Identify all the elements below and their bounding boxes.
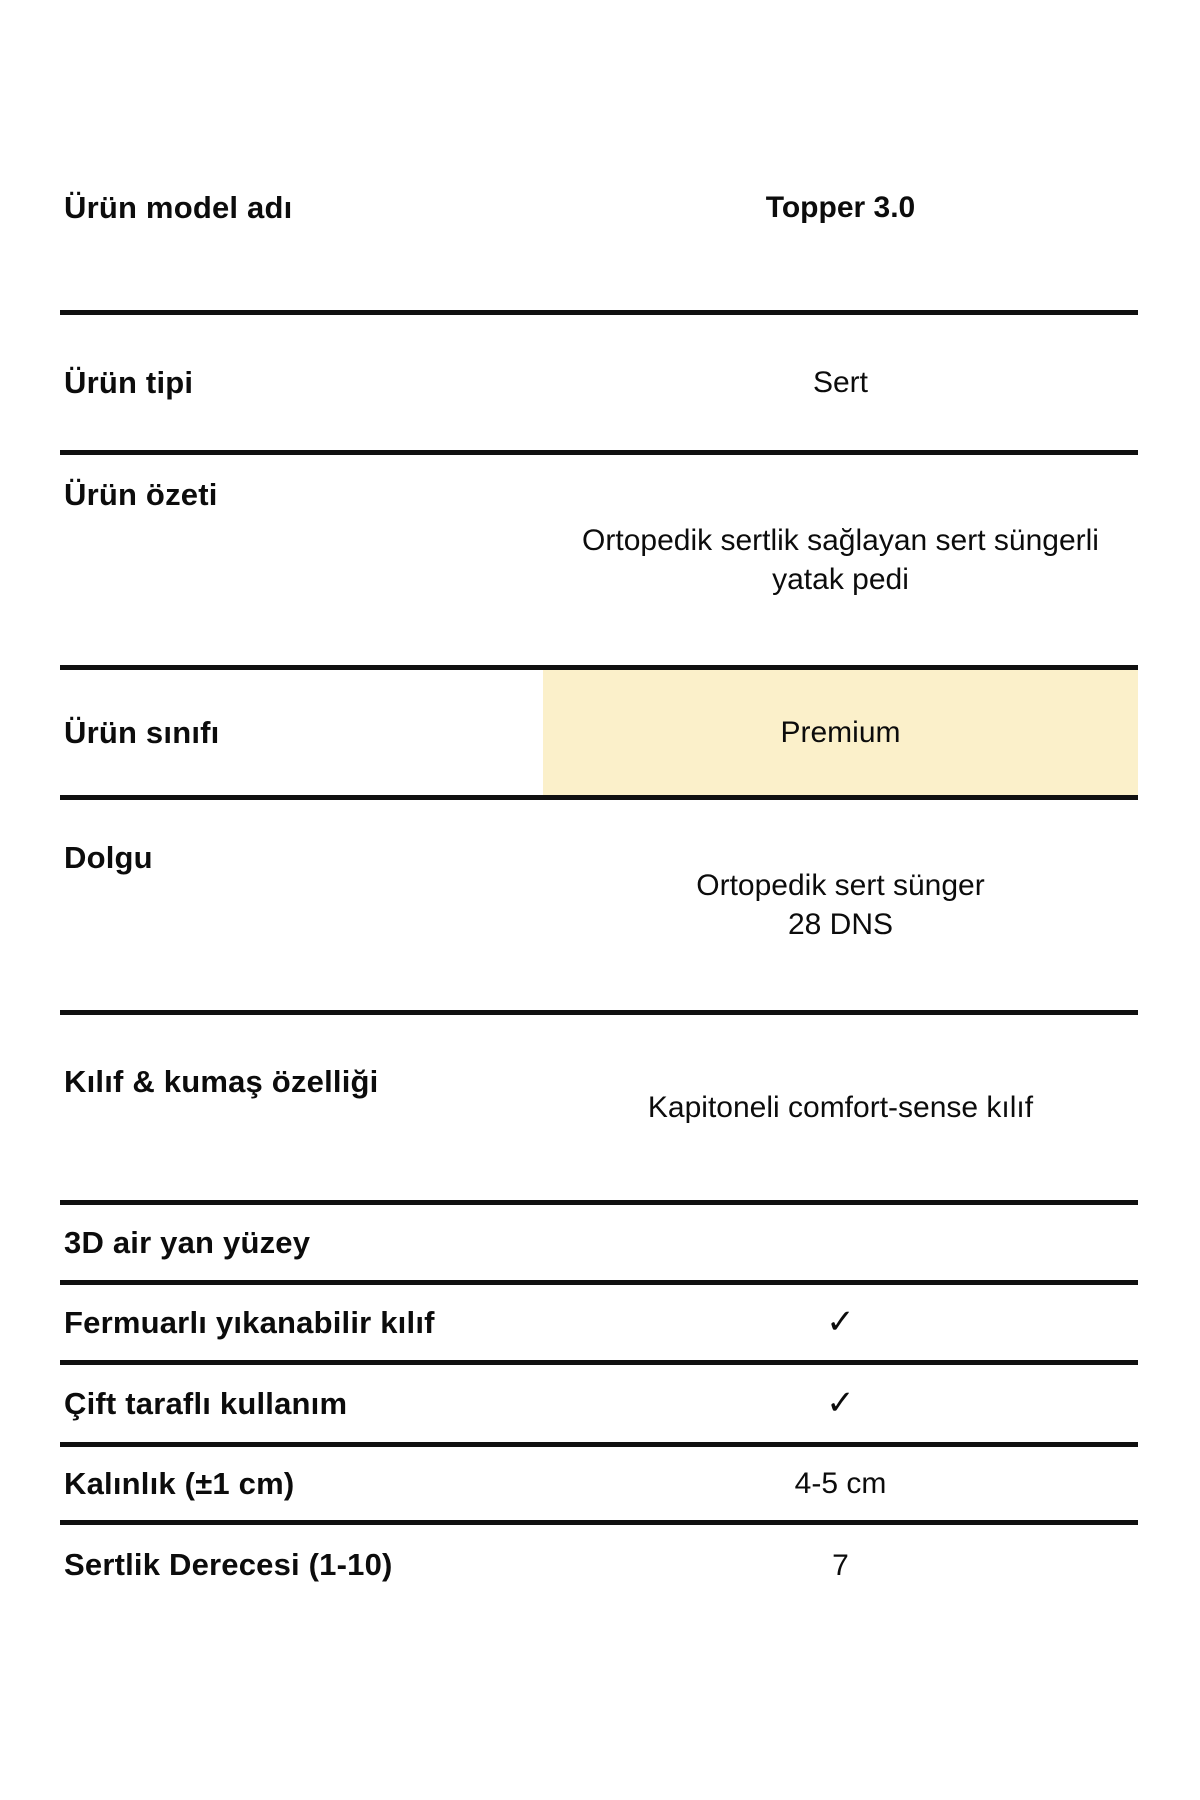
spec-label-zipped-washable-cover: Fermuarlı yıkanabilir kılıf	[64, 1304, 435, 1340]
spec-value-filling	[543, 800, 1138, 1010]
spec-label-3d-air-side: 3D air yan yüzey	[64, 1224, 311, 1260]
spec-row-product-class	[60, 670, 1138, 800]
spec-row-model-name	[60, 105, 1138, 315]
spec-label-model-name: Ürün model adı	[64, 189, 293, 225]
summary-line-2: yatak pedi	[772, 563, 909, 596]
spec-row-3d-air-side	[60, 1205, 1138, 1285]
spec-value-product-summary	[543, 455, 1138, 665]
spec-row-firmness-degree	[60, 1525, 1138, 1605]
summary-line-1: Ortopedik sertlik sağlayan sert süngerli	[582, 524, 1099, 557]
checkmark-icon: ✓	[826, 1384, 855, 1422]
spec-label-product-type: Ürün tipi	[64, 364, 194, 400]
spec-row-cover-fabric	[60, 1015, 1138, 1205]
spec-value-firmness-degree: 7	[832, 1548, 849, 1582]
spec-label-product-class: Ürün sınıfı	[64, 714, 220, 750]
spec-row-product-summary	[60, 455, 1138, 670]
spec-label-cover-fabric: Kılıf & kumaş özelliği	[64, 1064, 379, 1099]
spec-label-firmness-degree: Sertlik Derecesi (1-10)	[64, 1547, 393, 1582]
filling-line-1: Ortopedik sert sünger	[696, 869, 985, 902]
spec-label-product-summary: Ürün özeti	[64, 477, 218, 512]
spec-value-3d-air-side	[543, 1205, 1138, 1280]
checkmark-icon: ✓	[826, 1303, 855, 1341]
spec-value-thickness: 4-5 cm	[794, 1467, 887, 1500]
spec-label-double-sided-use: Çift taraflı kullanım	[64, 1385, 348, 1421]
product-spec-table	[60, 105, 1138, 1605]
spec-row-double-sided-use	[60, 1365, 1138, 1447]
spec-label-filling: Dolgu	[64, 840, 153, 875]
spec-value-model-name: Topper 3.0	[765, 191, 916, 224]
spec-label-thickness: Kalınlık (±1 cm)	[64, 1465, 295, 1501]
spec-row-product-type	[60, 315, 1138, 455]
spec-row-thickness	[60, 1447, 1138, 1525]
spec-value-product-type: Sert	[812, 366, 869, 399]
filling-line-2: 28 DNS	[787, 908, 894, 941]
spec-row-zipped-washable-cover	[60, 1285, 1138, 1365]
spec-value-highlighted: Premium	[543, 670, 1138, 795]
spec-row-filling	[60, 800, 1138, 1015]
spec-value-cover-fabric: Kapitoneli comfort-sense kılıf	[647, 1091, 1034, 1124]
